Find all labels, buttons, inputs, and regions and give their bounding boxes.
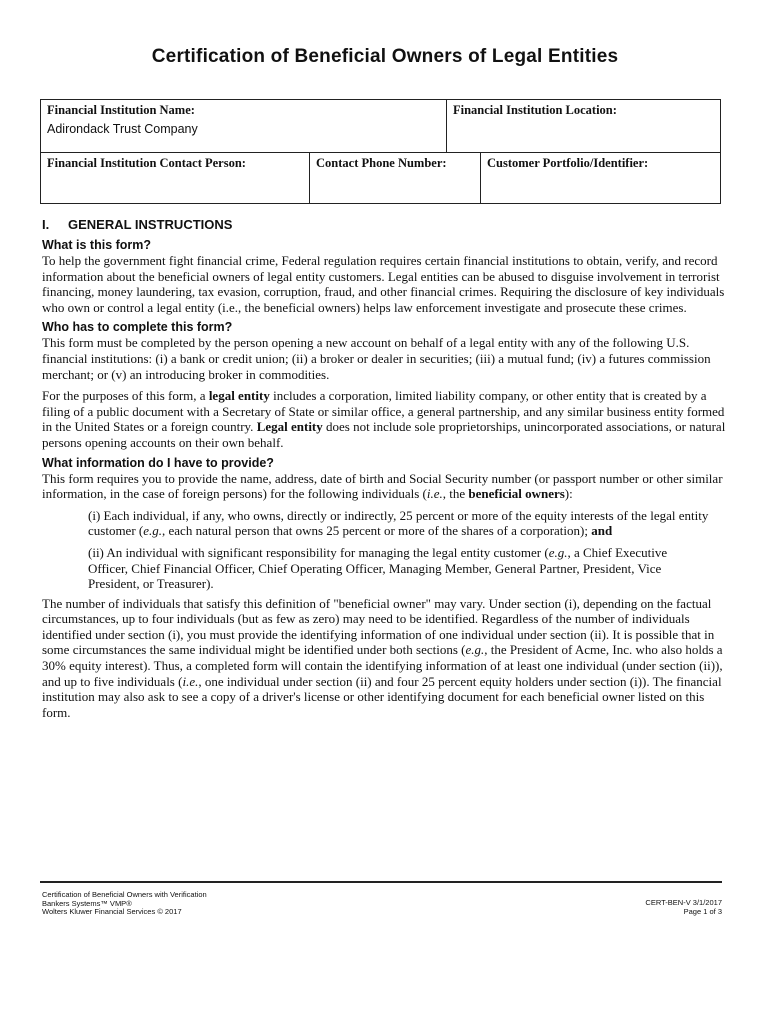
footer-vendor: Bankers Systems™ VMP® xyxy=(42,898,132,908)
footer-right xyxy=(645,899,722,916)
portfolio-label: Customer Portfolio/Identifier: xyxy=(487,156,649,170)
instructions-body xyxy=(42,237,727,720)
section-title: GENERAL INSTRUCTIONS xyxy=(68,217,233,232)
phone-field[interactable] xyxy=(310,171,480,175)
footer-form-name: Certification of Beneficial Owners with Verification xyxy=(42,890,207,899)
contact-person-cell[interactable] xyxy=(41,153,309,203)
paragraph-legal-entity: For the purposes of this form, a legal entity includes a corporation, limited liability company, or other entity that is created by a filing of a public document with a Secretary of State or similar office, a general partnership, and any similar business entity formed in the United States or a foreign country. Legal entity does not include sole proprietorships, unincorporated associations, or natural persons opening accounts on their own behalf. xyxy=(42,388,726,450)
portfolio-cell[interactable] xyxy=(481,153,721,203)
fi-name-field[interactable]: Adirondack Trust Company xyxy=(47,122,198,136)
fi-location-cell[interactable] xyxy=(447,100,721,152)
question-what-info: What information do I have to provide? xyxy=(42,455,274,470)
paragraph-who-completes: This form must be completed by the person opening a new account on behalf of a legal entity with any of the following U.S. financial institutions: (i) a bank or credit union; (ii) a broker or dealer in securities; (iii) a mutual fund; (iv) a futures commission merchant; or (v) an introducing broker in commodities. xyxy=(42,335,711,382)
contact-person-field[interactable] xyxy=(41,171,309,175)
phone-label: Contact Phone Number: xyxy=(316,156,447,170)
list-item-control-person: (ii) An individual with significant responsibility for managing the legal entity customer (e.g., a Chief Executive Officer, Chief Financial Officer, Chief Operating Officer, Managing Member, General Partner, President, Vice President, or Treasurer). xyxy=(88,544,668,592)
section-heading xyxy=(42,217,232,232)
document-title: Certification of Beneficial Owners of Legal Entities xyxy=(151,46,619,67)
fi-name-cell[interactable] xyxy=(41,100,446,152)
footer-left xyxy=(42,891,207,917)
paragraph-purpose: To help the government fight financial crime, Federal regulation requires certain financial institutions to obtain, verify, and record information about the beneficial owners of legal entity customers. Legal entities can be abused to disguise involvement in terrorist financing, money laundering, tax evasion, corruption, fraud, and other financial crimes. Requiring the disclosure of key individuals who own or control a legal entity (i.e., the beneficial owners) helps law enforcement investigate and prosecute these crimes. xyxy=(42,253,725,315)
contact-person-label: Financial Institution Contact Person: xyxy=(47,156,246,170)
footer-copyright: Wolters Kluwer Financial Services © 2017 xyxy=(42,907,182,917)
footer-page-number: Page 1 of 3 xyxy=(683,906,722,916)
fi-name-label: Financial Institution Name: xyxy=(47,103,195,117)
paragraph-info-required: This form requires you to provide the name, address, date of birth and Social Security number (or passport number or other similar information, in the case of foreign persons) for the following individuals (i.e., the beneficial owners): xyxy=(42,470,723,502)
question-what-is-form: What is this form? xyxy=(42,238,152,252)
fi-location-label: Financial Institution Location: xyxy=(453,103,617,117)
paragraph-number-of-owners: The number of individuals that satisfy this definition of "beneficial owner" may vary. Under section (i), depending on the factual circumstances, up to four individuals (but as few as zero) may need to be identified. Regardless of the number of individuals identified under section (i), you must provide the identifying information of one individual under section (ii). It is possible that in some circumstances the same individual might be identified under both sections (e.g., the President of Acme, Inc. who also holds a 30% equity interest). Thus, a completed form will contain the identifying information of at least one individual (under section (ii)), and up to five individuals (i.e., one individual under section (ii) and four 25 percent equity holders under section (i)). The financial institution may also ask to see a copy of a driver's license or other identifying document for each beneficial owner listed on this form. xyxy=(42,595,723,720)
list-item-equity-owners: (i) Each individual, if any, who owns, directly or indirectly, 25 percent or more of the equity interests of the legal entity customer (e.g., each natural person that owns 25 percent or more of the shares of a corporation); and xyxy=(88,507,709,539)
phone-cell[interactable] xyxy=(310,153,480,203)
footer-form-code: CERT-BEN-V 3/1/2017 xyxy=(645,898,722,907)
footer-divider xyxy=(40,881,722,883)
question-who-completes: Who has to complete this form? xyxy=(42,320,233,335)
institution-info-form xyxy=(40,99,721,204)
section-number: I. xyxy=(42,217,50,232)
portfolio-field[interactable] xyxy=(481,171,721,175)
fi-location-field[interactable] xyxy=(447,118,721,122)
